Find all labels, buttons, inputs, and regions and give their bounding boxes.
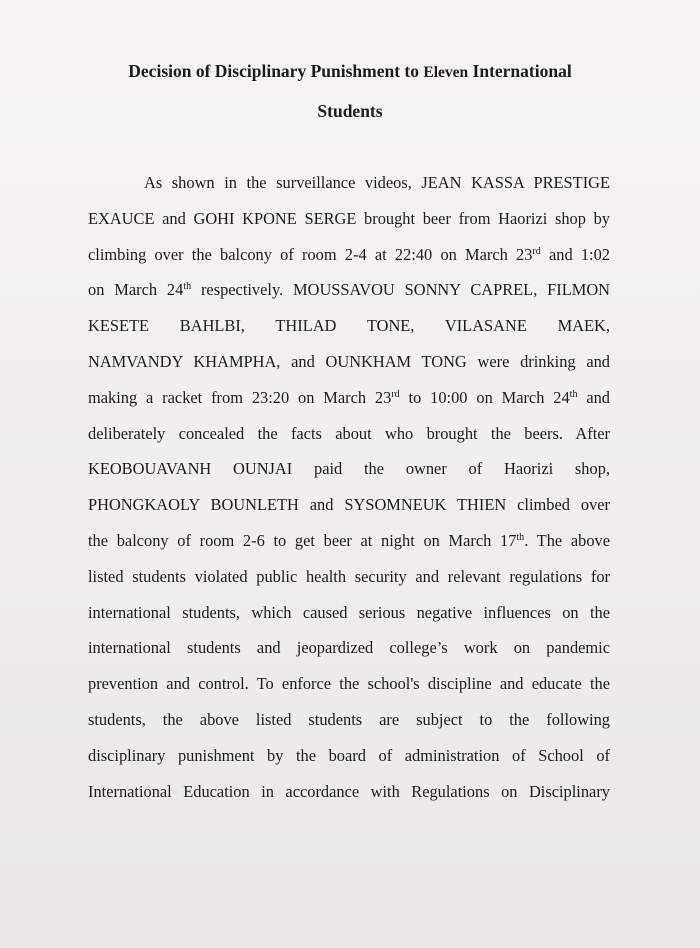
body-line: NAMVANDY KHAMPHA, and OUNKHAM TONG were drinking and <box>88 351 610 371</box>
body-line: deliberately concealed the facts about who brought the beers. After <box>88 423 610 443</box>
document-title <box>60 52 640 130</box>
body-line: PHONGKAOLY BOUNLETH and SYSOMNEUK THIEN climbed over <box>88 495 610 515</box>
body-line: disciplinary punishment by the board of administration of School of <box>88 745 610 765</box>
body-line: students, the above listed students are subject to the following <box>88 709 610 729</box>
body-line: international students, which caused serious negative influences on the <box>88 602 610 622</box>
title-line-1: Decision of Disciplinary Punishment to Eleven International <box>128 61 572 81</box>
body-line: KEOBOUAVANH OUNJAI paid the owner of Haorizi shop, <box>88 459 610 479</box>
body-line: international students and jeopardized college’s work on pandemic <box>88 638 610 658</box>
body-line: prevention and control. To enforce the school's discipline and educate the <box>88 674 610 694</box>
body-line: the balcony of room 2-6 to get beer at night on March 17th. The above <box>88 530 610 550</box>
body-line: KESETE BAHLBI, THILAD TONE, VILASANE MAEK, <box>88 316 610 336</box>
body-line: As shown in the surveillance videos, JEAN KASSA PRESTIGE <box>144 173 610 192</box>
body-line: EXAUCE and GOHI KPONE SERGE brought beer from Haorizi shop by <box>88 208 610 228</box>
body-line: International Education in accordance with Regulations on Disciplinary <box>88 781 610 801</box>
body-line: climbing over the balcony of room 2-4 at 22:40 on March 23rd and 1:02 <box>88 244 610 264</box>
document-body <box>88 165 610 809</box>
body-line: on March 24th respectively. MOUSSAVOU SONNY CAPREL, FILMON <box>88 280 610 300</box>
body-line: listed students violated public health security and relevant regulations for <box>88 566 610 586</box>
body-line: making a racket from 23:20 on March 23rd to 10:00 on March 24th and <box>88 387 610 407</box>
title-line-2: Students <box>317 101 383 121</box>
